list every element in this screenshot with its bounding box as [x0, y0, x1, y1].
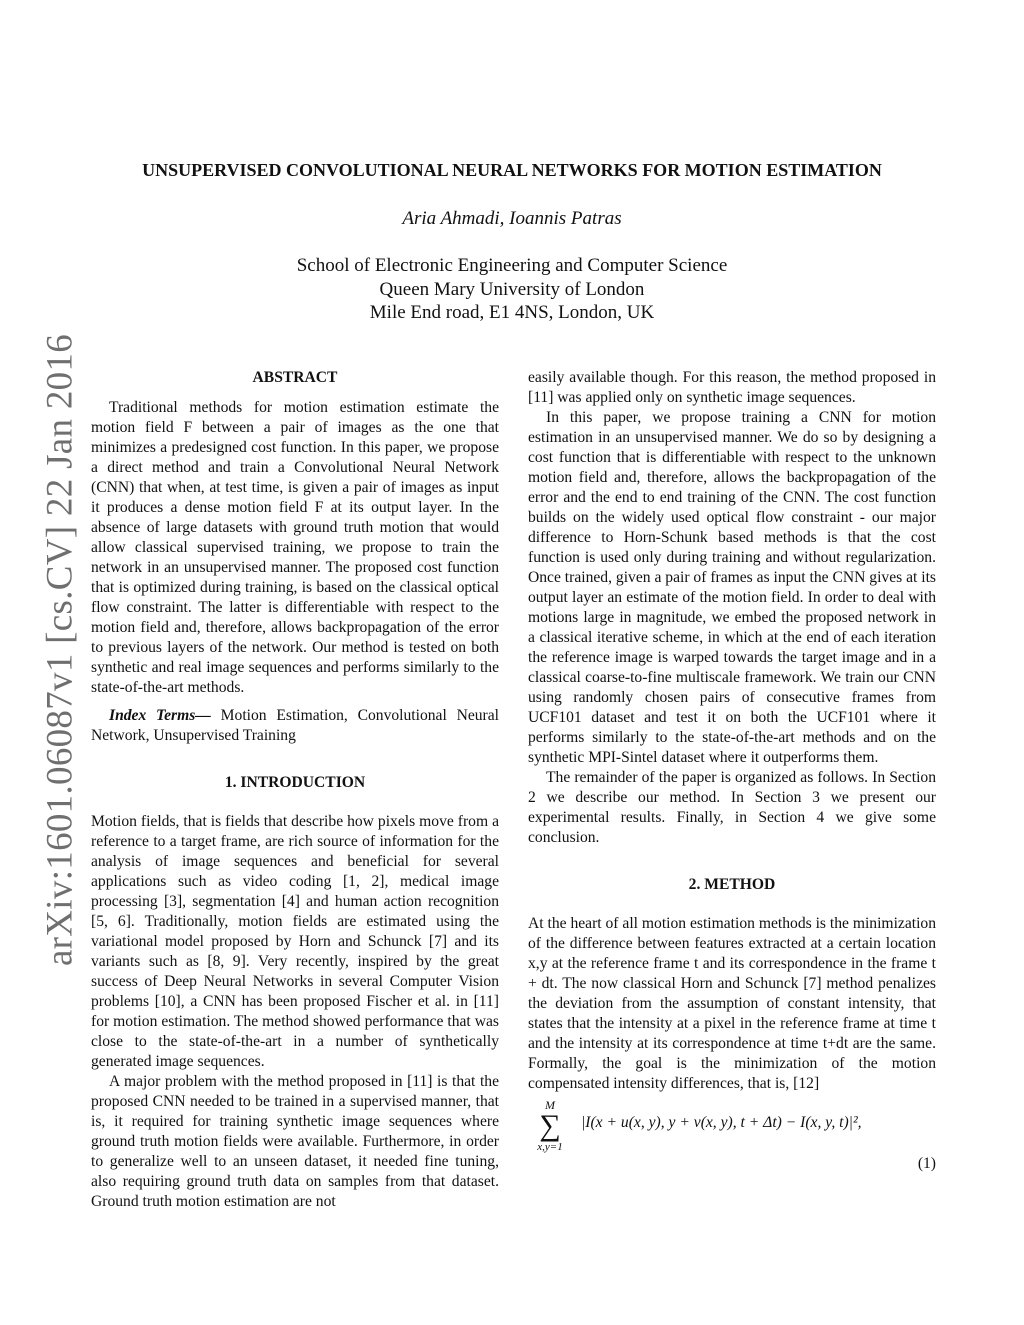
- right-column: [528, 368, 936, 1174]
- introduction-paragraph-3: In this paper, we propose training a CNN for motion estimation in an unsupervised manner. We do so by designing a cost function that is differentiable with respect to the unknown motion field and, therefore, allows the backpropagation of the error and the end to end training of the CNN. The cost function builds on the widely used optical flow constraint - our major difference to Horn-Schunk based methods is that the cost function is used only during training and without regularization. Once trained, given a pair of frames as input the CNN gives at its output layer an estimate of the motion field. In order to deal with motions large in magnitude, we embed the proposed network in a classical iterative scheme, in which at the end of each iteration the reference image is warped towards the target image and in a classical coarse-to-fine multiscale framework. We train our CNN using randomly chosen pairs of consecutive frames from UCF101 dataset and test it on both the UCF101 where it performs similarly to the state-of-the-art methods and on the synthetic MPI-Sintel dataset where it outperforms them.: [528, 409, 936, 766]
- affiliation: [0, 254, 1024, 325]
- equation-number: (1): [917, 1155, 936, 1172]
- authors: Aria Ahmadi, Ioannis Patras: [402, 208, 622, 229]
- sum-lower-limit: x,y=1: [537, 1141, 563, 1153]
- sigma-glyph: ∑: [539, 1109, 561, 1142]
- affiliation-line-school: School of Electronic Engineering and Computer Science: [296, 255, 728, 276]
- introduction-paragraph-2: A major problem with the method proposed in [11] is that the proposed CNN needed to be trained in a supervised manner, that is, it required for training synthetic image sequences where ground truth motion fields were available. Furthermore, in order to generalize well to an unseen dataset, it needed fine tuning, also requiring ground truth data on samples from that dataset. Ground truth motion estimation are not: [91, 1073, 499, 1210]
- equation-1: [528, 1098, 936, 1174]
- sum-upper-limit: M: [545, 1098, 555, 1112]
- introduction-paragraph-4: The remainder of the paper is organized as follows. In Section 2 we describe our method. In Section 3 we present our experimental results. Finally, in Section 4 we give some conclusion.: [528, 769, 936, 846]
- introduction-paragraph-2-continued: easily available though. For this reason, the method proposed in [11] was applied only on synthetic image sequences.: [528, 369, 936, 406]
- affiliation-line-address: Mile End road, E1 4NS, London, UK: [369, 302, 655, 323]
- abstract-heading: ABSTRACT: [252, 369, 338, 386]
- index-terms-text: Motion Estimation, Convolutional Neural Network, Unsupervised Training: [91, 707, 499, 744]
- paper-title: UNSUPERVISED CONVOLUTIONAL NEURAL NETWORKS FOR MOTION ESTIMATION: [142, 160, 882, 180]
- summation-symbol: [528, 1098, 572, 1154]
- equation-body: |I(x + u(x, y), y + v(x, y), t + Δt) − I(x, y, t)|²,: [581, 1114, 862, 1131]
- method-heading: 2. METHOD: [688, 876, 776, 893]
- left-column: [91, 368, 499, 1212]
- index-terms-label: Index Terms—: [109, 707, 211, 724]
- affiliation-line-university: Queen Mary University of London: [379, 278, 645, 300]
- method-paragraph-1: At the heart of all motion estimation methods is the minimization of the difference between features extracted at a certain location x,y at the reference frame t and its correspondence in the frame t + dt. The now classical Horn and Schunck [7] method penalizes the deviation from the assumption of constant intensity, that states that the intensity at a pixel in the reference frame at time t and the intensity at its correspondence at time t+dt are the same. Formally, the goal is the minimization of the motion compensated intensity differences, that is, [12]: [528, 915, 936, 1092]
- introduction-heading: 1. INTRODUCTION: [224, 774, 366, 791]
- index-terms: [91, 706, 499, 746]
- arxiv-identifier-stamp: arXiv:1601.06087v1 [cs.CV] 22 Jan 2016: [39, 333, 81, 967]
- abstract-text: Traditional methods for motion estimation estimate the motion field F between a pair of images as the one that minimizes a predesigned cost function. In this paper, we propose a direct method and train a Convolutional Neural Network (CNN) that when, at test time, is given a pair of images as input it produces a dense motion field F at its output layer. In the absence of large datasets with ground truth motion that would allow classical supervised training, we propose to train the network in an unsupervised manner. The proposed cost function that is optimized during training, is based on the classical optical flow constraint. The latter is differentiable with respect to the motion field and, therefore, allows backpropagation of the error to previous layers of the network. Our method is tested on both synthetic and real image sequences and performs similarly to the state-of-the-art methods.: [91, 399, 499, 696]
- introduction-paragraph-1: Motion fields, that is fields that describe how pixels move from a reference to a target frame, are rich source of information for the analysis of image sequences and beneficial for several applications such as video coding [1, 2], medical image processing [3], segmentation [4] and human action recognition [5, 6]. Traditionally, motion fields are estimated using the variational model proposed by Horn and Schunck [7] and its variants such as [8, 9]. Very recently, inspired by the great success of Deep Neural Networks in several Computer Vision problems [10], a CNN has been proposed Fischer et al. in [11] for motion estimation. The method showed performance that was close to the state-of-the-art in a number of synthetically generated image sequences.: [91, 813, 499, 1070]
